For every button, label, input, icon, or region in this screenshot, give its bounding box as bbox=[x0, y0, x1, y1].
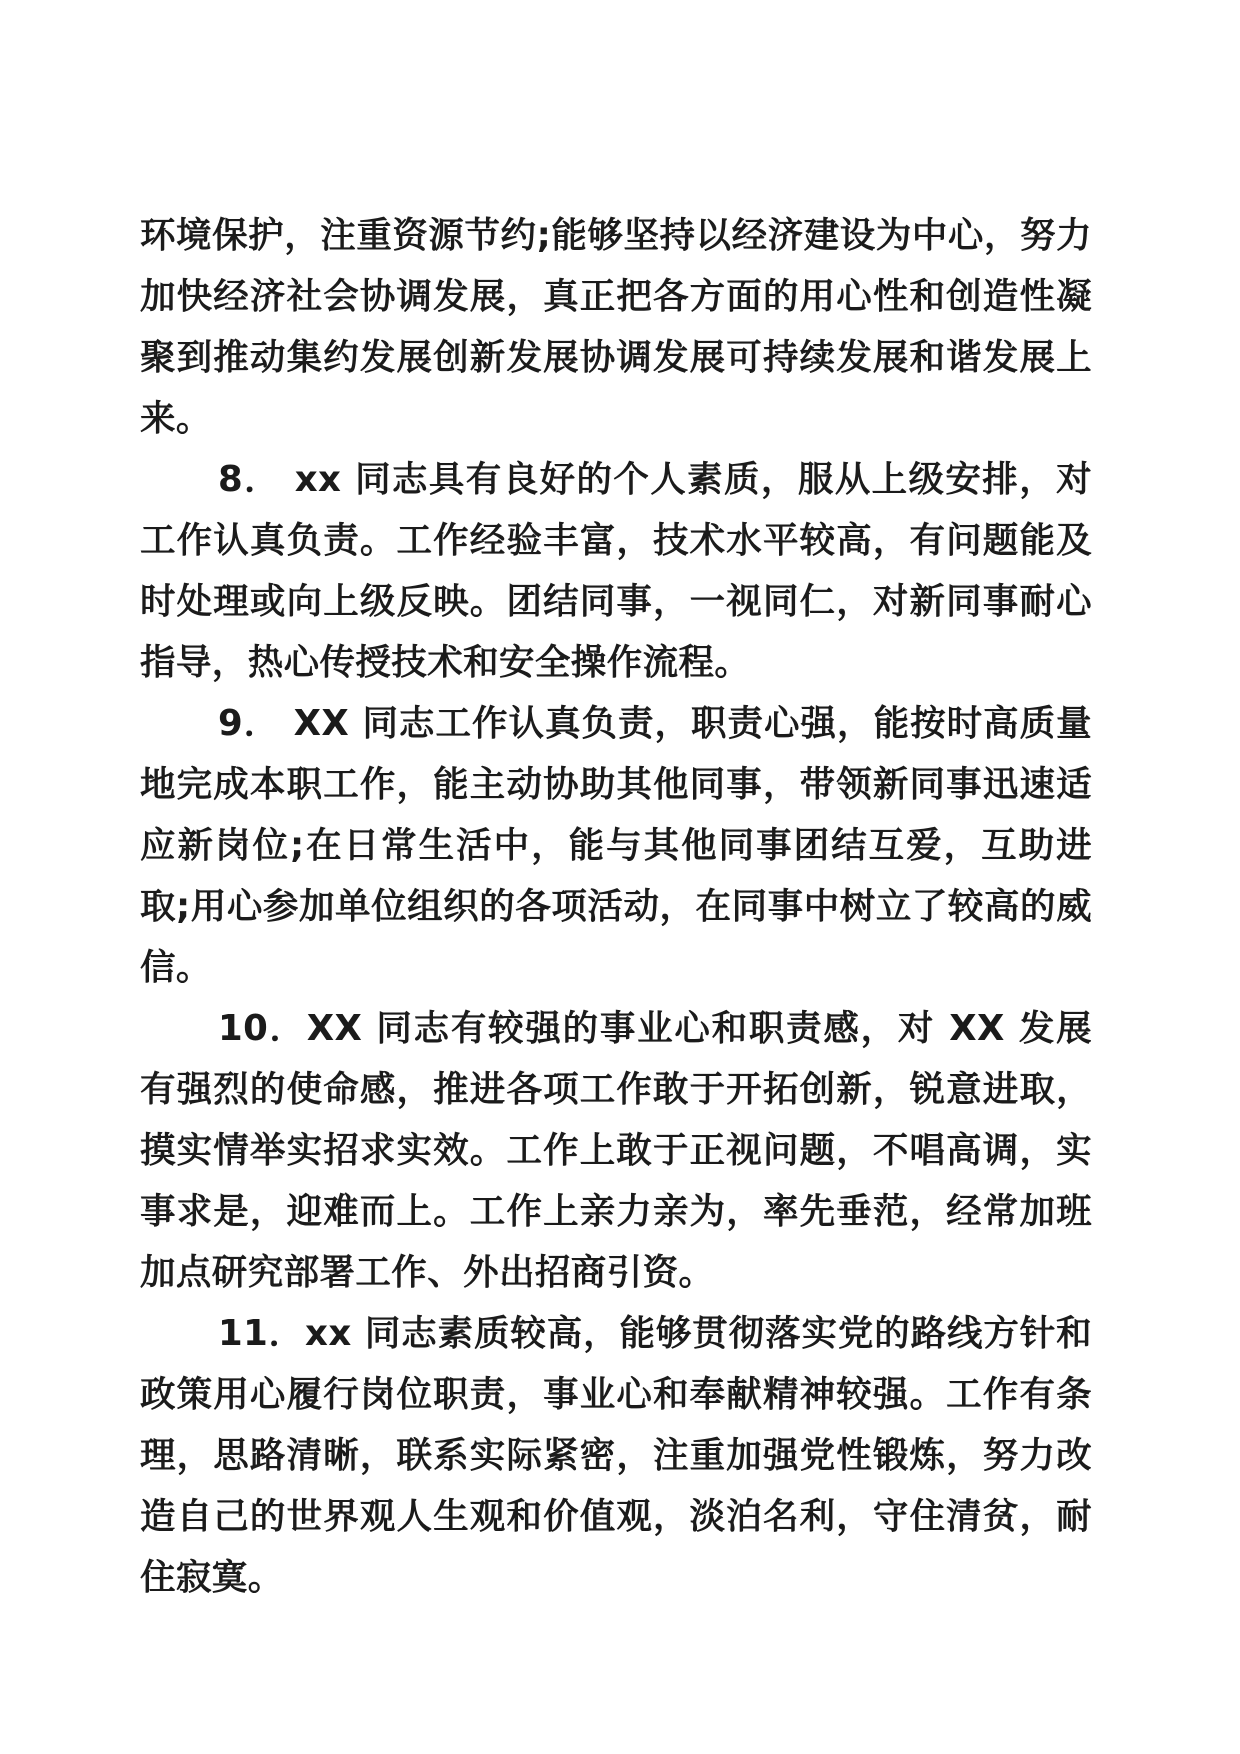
paragraph-item-9: 9． XX 同志工作认真负责，职责心强，能按时高质量地完成本职工作，能主动协助其他同事，带领新同事迅速适应新岗位;在日常生活中，能与其他同事团结互爱，互助进取;用心参加单位组织的各项活动，在同事中树立了较高的威信。 bbox=[140, 703, 1092, 988]
document-body bbox=[140, 205, 1092, 1608]
paragraph-item-10: 10．XX 同志有较强的事业心和职责感，对 XX 发展有强烈的使命感，推进各项工作敢于开拓创新，锐意进取，摸实情举实招求实效。工作上敢于正视问题，不唱高调，实事求是，迎难而上。工作上亲力亲为，率先垂范，经常加班加点研究部署工作、外出招商引资。 bbox=[140, 1008, 1092, 1293]
paragraph-item-8: 8． xx 同志具有良好的个人素质，服从上级安排，对工作认真负责。工作经验丰富，技术水平较高，有问题能及时处理或向上级反映。团结同事，一视同仁，对新同事耐心指导，热心传授技术和安全操作流程。 bbox=[140, 459, 1092, 683]
paragraph-continued: 环境保护，注重资源节约;能够坚持以经济建设为中心，努力加快经济社会协调发展，真正把各方面的用心性和创造性凝聚到推动集约发展创新发展协调发展可持续发展和谐发展上来。 bbox=[140, 215, 1092, 439]
paragraph-item-11: 11．xx 同志素质较高，能够贯彻落实党的路线方针和政策用心履行岗位职责，事业心和奉献精神较强。工作有条理，思路清晰，联系实际紧密，注重加强党性锻炼，努力改造自己的世界观人生观和价值观，淡泊名利，守住清贫，耐住寂寞。 bbox=[140, 1313, 1092, 1598]
